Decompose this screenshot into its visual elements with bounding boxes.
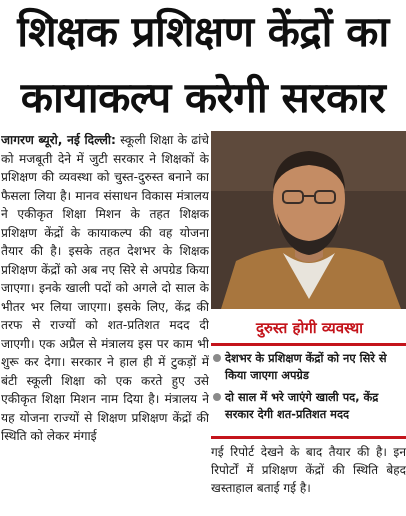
bullet-dot-icon: [213, 393, 221, 401]
sidebar-top-divider: [211, 343, 406, 346]
article-continuation: गई रिपोर्ट देखने के बाद तैयार की है। इन रिपोर्टों में प्रशिक्षण केंद्रों की स्थिति बेहद खस्ताहाल बताई गई है।: [211, 445, 406, 495]
bullet-item: [211, 350, 406, 383]
bullet-text: देशभर के प्रशिक्षण केंद्रों को नए सिरे से किया जाएगा अपग्रेड: [225, 351, 387, 382]
bullet-text: दो साल में भरे जाएंगे खाली पद, केंद्र सरकार देगी शत-प्रतिशत मदद: [225, 390, 379, 421]
headline-line-2: कायाकल्प करेगी सरकार: [20, 73, 386, 122]
portrait-illustration: [211, 131, 406, 309]
dateline: जागरण ब्यूरो, नई दिल्ली:: [1, 133, 116, 147]
article-body-column: [1, 131, 209, 516]
headline-line-1: शिक्षक प्रशिक्षण केंद्रों का: [17, 7, 389, 56]
highlight-bullets: [211, 350, 406, 428]
bullet-dot-icon: [213, 354, 221, 362]
article-paragraph: [1, 131, 209, 446]
sidebar-subhead: दुरुस्त होगी व्यवस्था: [255, 319, 364, 337]
portrait-photo: [211, 131, 406, 309]
bullet-item: [211, 389, 406, 422]
sidebar-bottom-divider: [211, 436, 406, 439]
article-body-text: स्कूली शिक्षा के ढांचे को मजबूती देने में जुटी सरकार ने शिक्षकों के प्रशिक्षण की व्यवस्था को चुस्त-दुरुस्त बनाने का फैसला लिया है। मानव संसाधन विकास मंत्रालय ने एकीकृत शिक्षा मिशन के तहत शिक्षक प्रशिक्षण केंद्रों के कायाकल्प की वह योजना तैयार की है। इसके तहत देशभर के शिक्षक प्रशिक्षण केंद्रों को अब नए सिरे से अपग्रेड किया जाएगा। इनके खाली पदों को अगले दो साल के भीतर भर लिया जाएगा। इसके लिए, केंद्र की तरफ से राज्यों को शत-प्रतिशत मदद दी जाएगी। एक अप्रैल से मंत्रालय इस पर काम भी शुरू कर देगा। सरकार ने हाल ही में टुकड़ों में बंटी स्कूली शिक्षा को एक करते हुए उसे एकीकृत शिक्षा मिशन नाम दिया है। मंत्रालय ने यह योजना राज्यों से शिक्षण प्रशिक्षण केंद्रों की स्थिति को लेकर मंगाई: [1, 133, 209, 443]
